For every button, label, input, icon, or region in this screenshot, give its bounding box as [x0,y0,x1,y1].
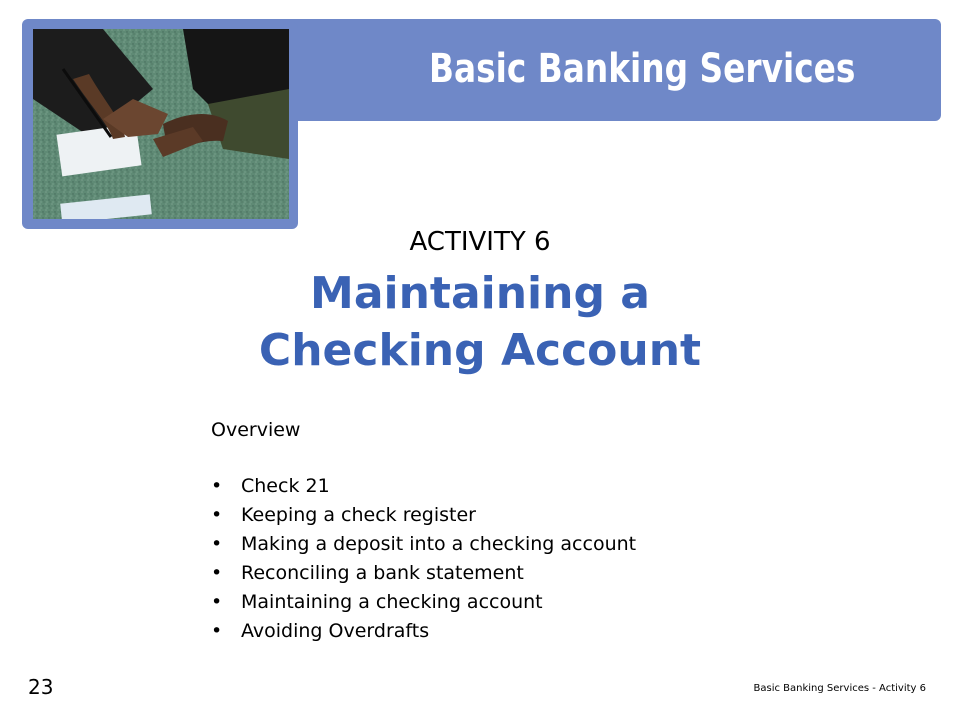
list-item-text: Avoiding Overdrafts [241,620,430,642]
slide-title-line2: Checking Account [258,325,702,376]
overview-label: Overview [211,419,301,441]
list-item [211,588,636,617]
slide-title-line1: Maintaining a [310,268,650,319]
list-item [211,617,636,646]
bullet-icon: • [211,533,223,555]
list-item-text: Keeping a check register [241,504,476,526]
list-item-text: Making a deposit into a checking account [241,533,637,555]
bullet-icon: • [211,591,223,613]
list-item [211,530,636,559]
footer-text: Basic Banking Services - Activity 6 [753,683,926,694]
banner-title: Basic Banking Services [429,46,856,92]
slide-title [0,265,960,379]
check-writing-photo [33,29,289,219]
topic-list [211,472,636,646]
activity-label: ACTIVITY 6 [409,227,551,257]
bullet-icon: • [211,562,223,584]
list-item [211,559,636,588]
bullet-icon: • [211,504,223,526]
page-number: 23 [28,675,54,699]
bullet-icon: • [211,475,223,497]
list-item-text: Reconciling a bank statement [241,562,524,584]
list-item [211,501,636,530]
list-item [211,472,636,501]
bullet-icon: • [211,620,223,642]
list-item-text: Check 21 [241,475,330,497]
list-item-text: Maintaining a checking account [241,591,543,613]
